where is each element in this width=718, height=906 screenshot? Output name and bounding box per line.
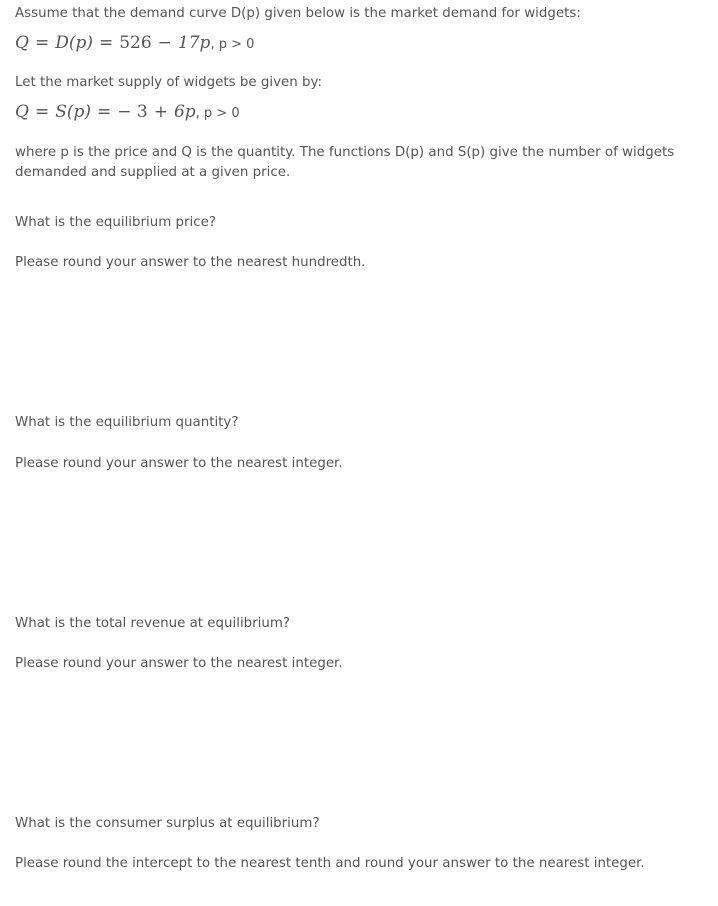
demand-function: D(p) [55, 33, 93, 53]
question-2-instruction: Please round your answer to the nearest integer. [15, 456, 343, 471]
supply-term: 6p [173, 102, 196, 122]
supply-equation: Q = S(p) = − 3 + 6p, p > 0 [15, 102, 240, 122]
intro-text: Assume that the demand curve D(p) given below is the market demand for widgets: [15, 6, 581, 21]
question-3-text: What is the total revenue at equilibrium? [15, 616, 291, 631]
demand-equation: Q = D(p) = 526 − 17p, p > 0 [15, 33, 255, 53]
question-4-instruction: Please round the intercept to the nearest tenth and round your answer to the nearest integer. [15, 856, 645, 871]
demand-term: 17p [177, 33, 211, 53]
question-3-instruction: Please round your answer to the nearest integer. [15, 656, 343, 671]
supply-plus: + [153, 102, 168, 122]
supply-condition: , p > 0 [195, 106, 240, 121]
supply-function: S(p) [55, 102, 91, 122]
demand-condition: , p > 0 [210, 37, 255, 52]
demand-minus: − [157, 33, 172, 53]
question-4-text: What is the consumer surplus at equilibrium? [15, 816, 320, 831]
supply-constant: − 3 [117, 102, 148, 122]
explanation-text: where p is the price and Q is the quantity. The functions D(p) and S(p) give the number of widgets demanded and supplied at a given price. [15, 145, 675, 180]
supply-lhs: Q [15, 102, 29, 122]
demand-lhs: Q [15, 33, 29, 53]
supply-intro-text: Let the market supply of widgets be given by: [15, 75, 322, 90]
question-1-text: What is the equilibrium price? [15, 215, 216, 230]
question-1-instruction: Please round your answer to the nearest hundredth. [15, 255, 366, 270]
demand-constant: 526 [119, 33, 152, 53]
question-2-text: What is the equilibrium quantity? [15, 415, 239, 430]
